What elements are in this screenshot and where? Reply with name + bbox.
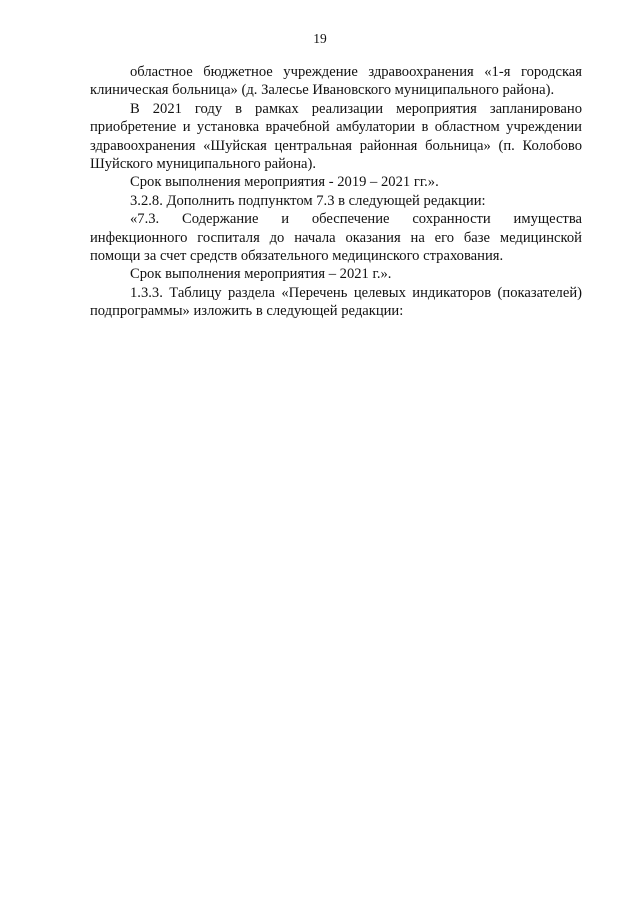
document-body xyxy=(90,63,582,321)
paragraph-deadline-2019-2021: Срок выполнения мероприятия - 2019 – 2021 гг.». xyxy=(130,174,439,191)
paragraph-hospital-continuation: областное бюджетное учреждение здравоохранения «1-я городская клиническая больница» (д. Залесье Ивановского муниципального района). xyxy=(90,64,582,99)
paragraph-item-3-2-8: 3.2.8. Дополнить подпунктом 7.3 в следующей редакции: xyxy=(130,192,486,209)
paragraph-deadline-2021: Срок выполнения мероприятия – 2021 г.». xyxy=(130,266,392,283)
paragraph-subitem-7-3: «7.3. Содержание и обеспечение сохранности имущества инфекционного госпиталя до начала оказания на его базе медицинской помощи за счет средств обязательного медицинского страхования. xyxy=(90,211,582,265)
page-number: 19 xyxy=(313,31,327,46)
paragraph-ambulatory-2021: В 2021 году в рамках реализации мероприятия запланировано приобретение и установка врачебной амбулатории в областном учреждении здравоохранения «Шуйская центральная районная больница» (п. Колобово Шуйского муниципального района). xyxy=(90,100,582,173)
paragraph-item-1-3-3: 1.3.3. Таблицу раздела «Перечень целевых индикаторов (показателей) подпрограммы» изложить в следующей редакции: xyxy=(90,284,582,320)
